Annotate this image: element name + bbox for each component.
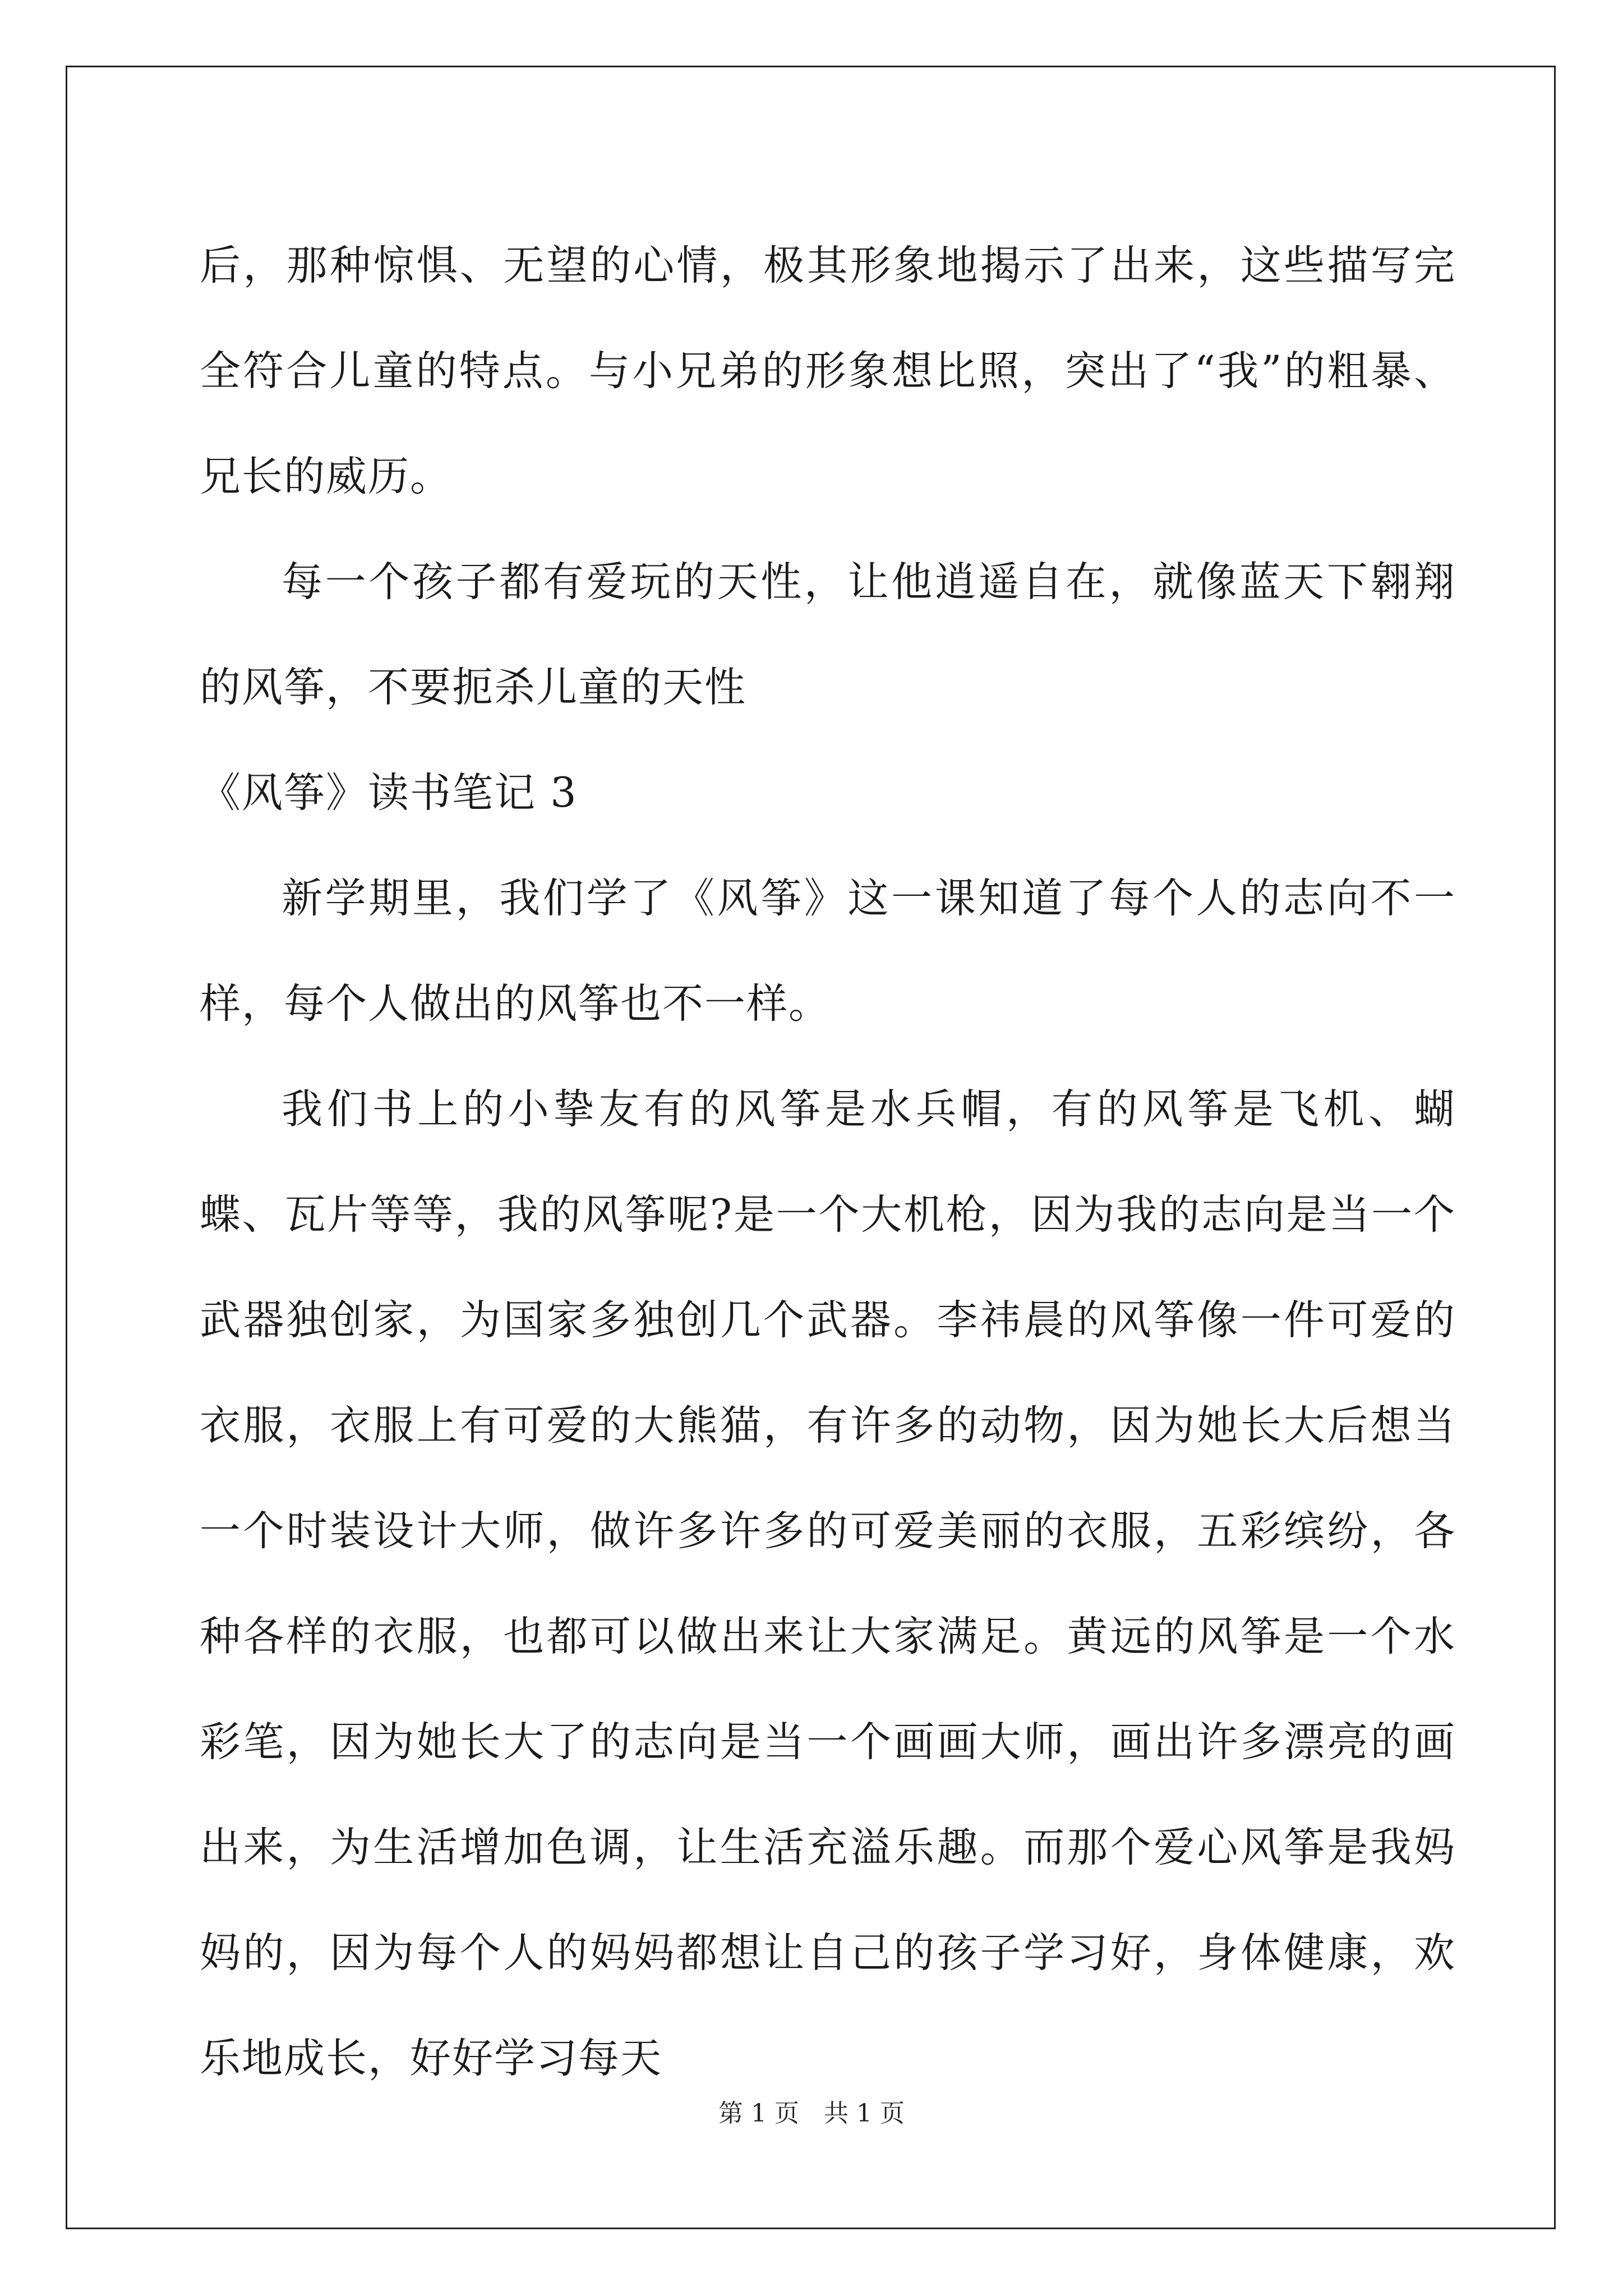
page-number-current: 第 1 页 xyxy=(718,2099,799,2128)
section-heading: 《风筝》读书笔记 3 xyxy=(200,769,578,817)
paragraph-nature: 每一个孩子都有爱玩的天性，让他逍遥自在，就像蓝天下翱翔的风筝，不要扼杀儿童的天性 xyxy=(200,558,1456,711)
page-number-total: 共 1 页 xyxy=(824,2099,905,2128)
paragraph-continuation: 后，那种惊惧、无望的心情，极其形象地揭示了出来，这些描写完全符合儿童的特点。与小兄弟的形象想比照，突出了“我”的粗暴、兄长的威历。 xyxy=(200,242,1456,500)
document-body xyxy=(200,213,1456,2111)
page-footer xyxy=(0,2097,1623,2131)
paragraph-kites: 我们书上的小挚友有的风筝是水兵帽，有的风筝是飞机、蝴蝶、瓦片等等，我的风筝呢?是一个大机枪，因为我的志向是当一个武器独创家，为国家多独创几个武器。李祎晨的风筝像一件可爱的衣服，衣服上有可爱的大熊猫，有许多的动物，因为她长大后想当一个时装设计大师，做许多许多的可爱美丽的衣服，五彩缤纷，各种各样的衣服，也都可以做出来让大家满足。黄远的风筝是一个水彩笔，因为她长大了的志向是当一个画画大师，画出许多漂亮的画出来，为生活增加色调，让生活充溢乐趣。而那个爱心风筝是我妈妈的，因为每个人的妈妈都想让自己的孩子学习好，身体健康，欢乐地成长，好好学习每天 xyxy=(200,1085,1456,2082)
paragraph-new-term: 新学期里，我们学了《风筝》这一课知道了每个人的志向不一样，每个人做出的风筝也不一样。 xyxy=(200,875,1456,1028)
